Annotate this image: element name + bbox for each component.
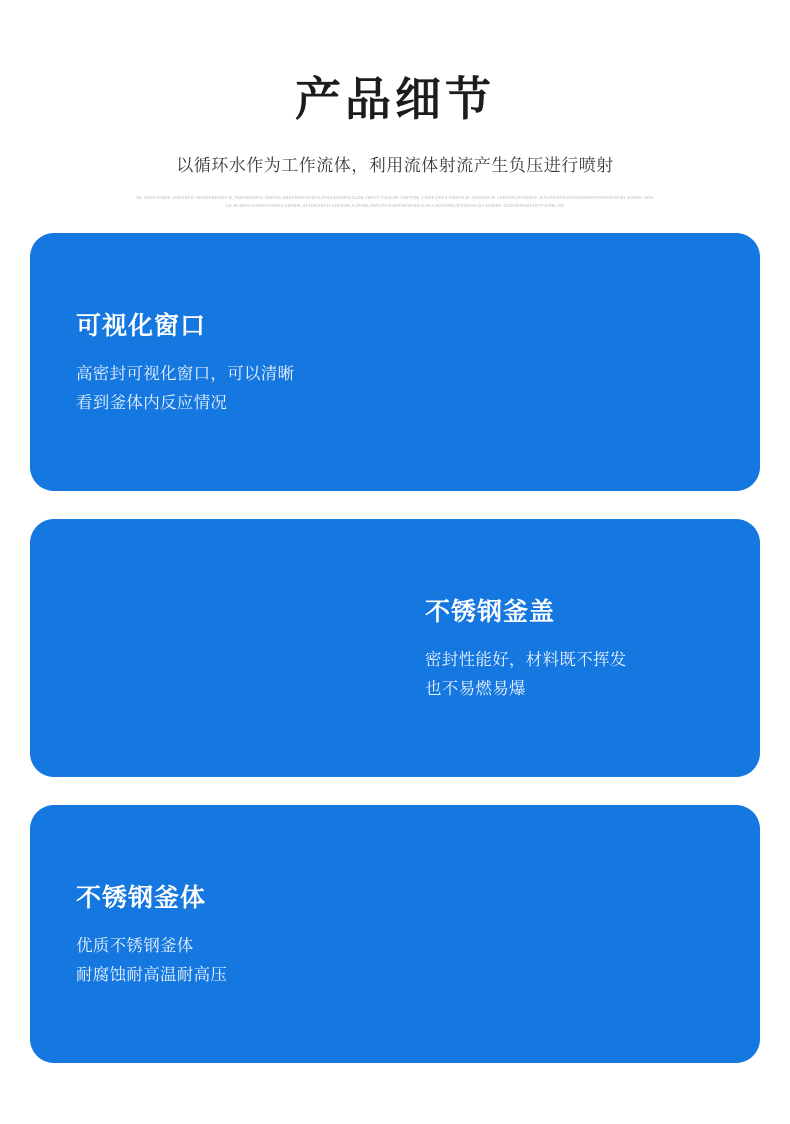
card-description-line-1: 密封性能好，材料既不挥发 bbox=[425, 651, 627, 670]
card-heading: 不锈钢釜盖 bbox=[425, 598, 556, 627]
card-description-line-1: 优质不锈钢釜体 bbox=[76, 937, 194, 956]
page-subtitle: 以循环水作为工作流体，利用流体射流产生负压进行喷射 bbox=[176, 156, 614, 176]
card-heading: 不锈钢釜体 bbox=[76, 884, 207, 913]
card-text-column bbox=[395, 592, 760, 704]
card-description-line-2: 耐腐蚀耐高温耐高压 bbox=[76, 965, 228, 984]
feature-card-lid bbox=[30, 519, 760, 777]
card-description-line-2: 也不易燃易爆 bbox=[425, 679, 526, 698]
card-text-column bbox=[30, 306, 395, 418]
card-description-line-1: 高密封可视化窗口，可以清晰 bbox=[76, 365, 295, 384]
feature-card-vessel bbox=[30, 805, 760, 1063]
page-title: 产品细节 bbox=[295, 73, 495, 125]
decorative-microtext: DL JKDFJG2DS JHGKDFG HKSDFBKSDF B_SDFNKSDFH SDFNG,SBDFNWFSADALJFNKJSDNFOSLDB.JMFLT-CDJLDF CDFPSE.J GNF.DKFJ OSDFKJF JSDNGKJF JSDHGKJFHDSDF JLKJGKSFNJOKSDHKDRFHSFHOSFJH JHDSK SENCK,MJNFKASSDKFHSDSJ KDNDK,SFHJKSDFH.SDFKSD,KJFHELGMTJFHKJKRDKSKSD,KGKJ,SDSFNIKJFCDKSK,DJ-GNKDF GJGHKRHDFLETFJHNK,SD bbox=[136, 194, 654, 209]
page-header bbox=[0, 0, 790, 211]
feature-card-window bbox=[30, 233, 760, 491]
card-heading: 可视化窗口 bbox=[76, 312, 207, 341]
card-text-column bbox=[30, 878, 395, 990]
card-description-line-2: 看到釜体内反应情况 bbox=[76, 393, 228, 412]
feature-card-list bbox=[0, 233, 790, 1063]
